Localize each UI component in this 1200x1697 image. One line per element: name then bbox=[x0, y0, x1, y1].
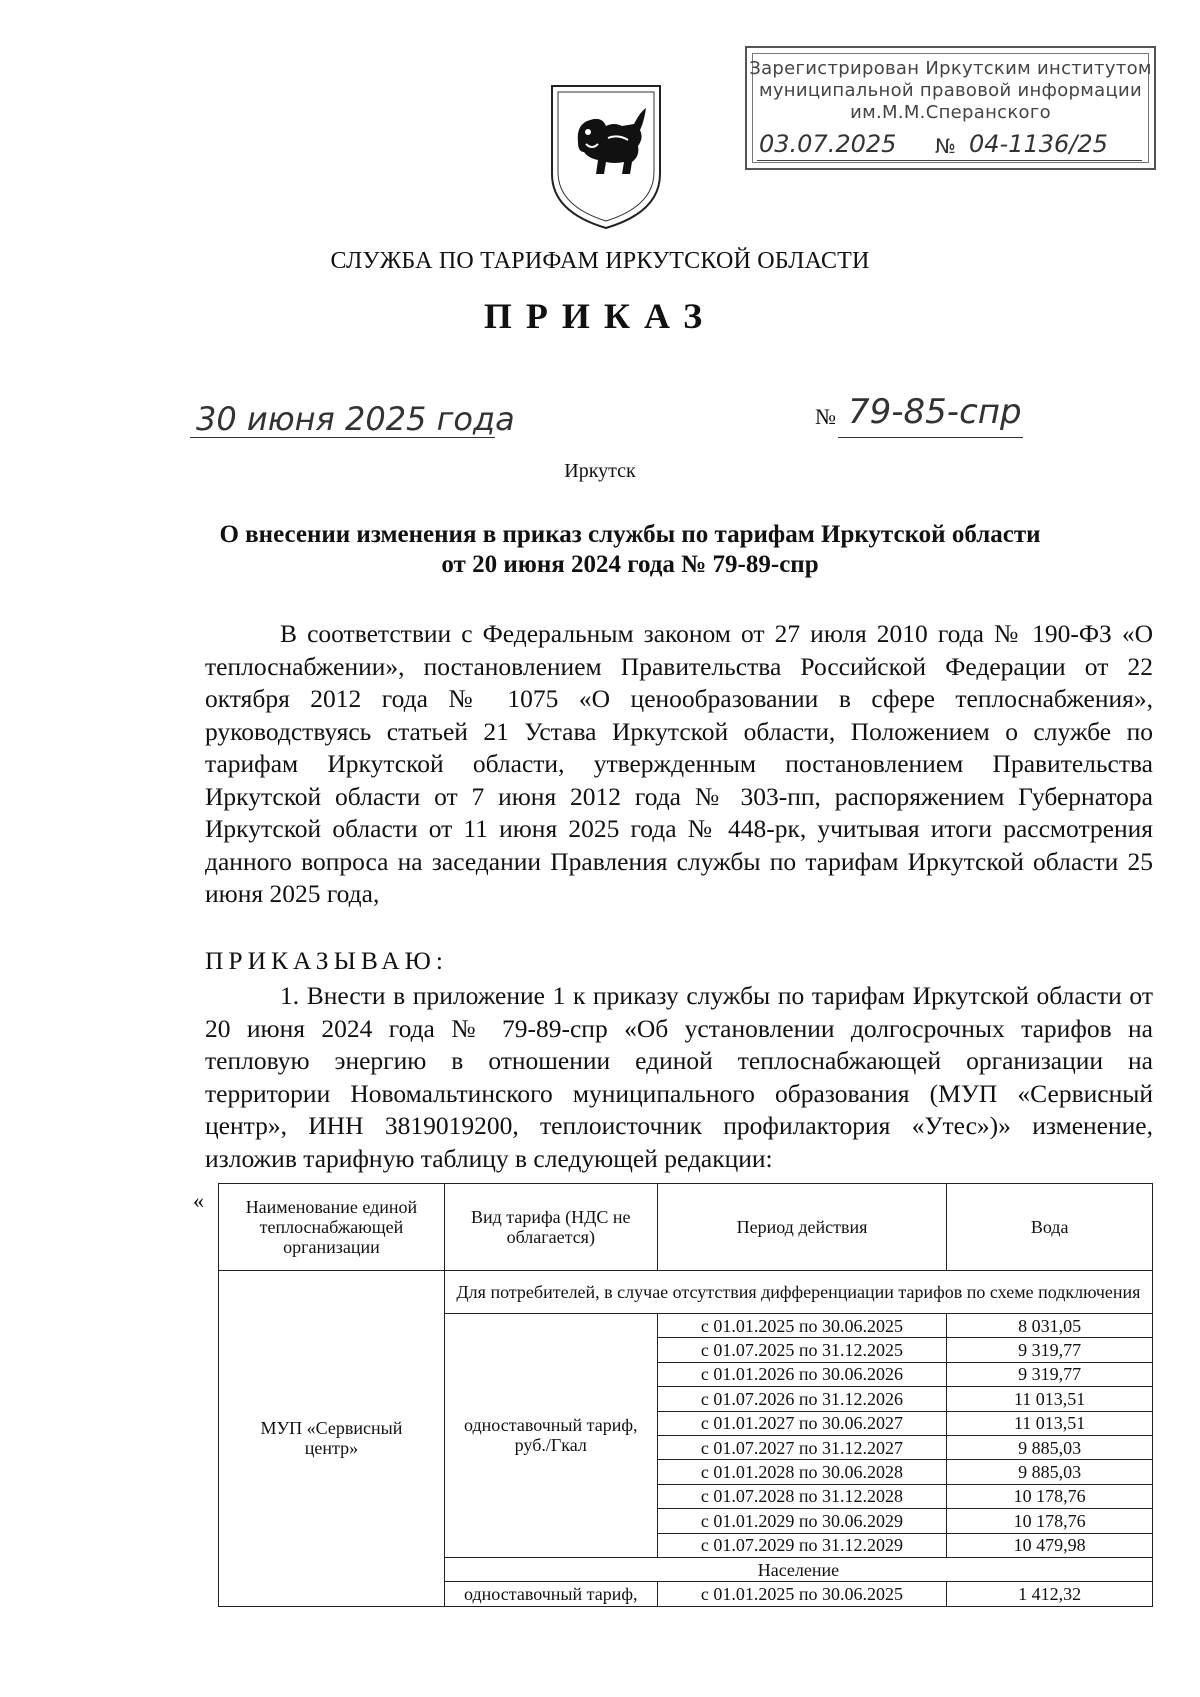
header-water: Вода bbox=[947, 1184, 1153, 1271]
period-cell: с 01.01.2025 по 30.06.2025 bbox=[657, 1314, 947, 1338]
header-tariff-type: Вид тарифа (НДС не облагается) bbox=[444, 1184, 657, 1271]
document-title bbox=[150, 520, 1110, 580]
preamble-paragraph: В соответствии с Федеральным законом от 27 июля 2010 года № 190-ФЗ «О теплоснабжении», постановлением Правительства Российской Федерации от 22 октября 2012 года № 1075 «О ценообразовании в сфере теплоснабжения», руководствуясь статьей 21 Устава Иркутской области, Положением о службе по тарифам Иркутской области, утвержденным постановлением Правительства Иркутской области от 7 июня 2012 года № 303-пп, распоряжением Губернатора Иркутской области от 11 июня 2025 года № 448-рк, учитывая итоги рассмотрения данного вопроса на заседании Правления службы по тарифам Иркутской области 25 июня 2025 года, bbox=[205, 619, 1153, 908]
period-cell: с 01.01.2028 по 30.06.2028 bbox=[657, 1460, 947, 1484]
order-number-symbol: № bbox=[815, 404, 836, 429]
organization-name: СЛУЖБА ПО ТАРИФАМ ИРКУТСКОЙ ОБЛАСТИ bbox=[330, 248, 870, 274]
table-open-quote: « bbox=[193, 1188, 204, 1213]
group-1-label: Для потребителей, в случае отсутствия дифференциации тарифов по схеме подключения bbox=[444, 1271, 1152, 1314]
value-cell: 8 031,05 bbox=[947, 1314, 1153, 1338]
value-cell: 9 319,77 bbox=[947, 1362, 1153, 1386]
stamp-number-symbol: № bbox=[935, 134, 956, 158]
order-date: 30 июня 2025 года bbox=[196, 400, 515, 438]
organization-cell: МУП «Сервисный центр» bbox=[219, 1271, 445, 1607]
title-line-1: О внесении изменения в приказ службы по тарифам Иркутской области bbox=[219, 521, 1041, 548]
period-cell: с 01.01.2029 по 30.06.2029 bbox=[657, 1509, 947, 1533]
value-cell: 1 412,32 bbox=[947, 1582, 1153, 1606]
stamp-registration-date: 03.07.2025 bbox=[759, 130, 897, 158]
city-name: Иркутск bbox=[564, 460, 636, 482]
value-cell: 10 178,76 bbox=[947, 1509, 1153, 1533]
tariff-type-cell: одноставочный тариф, bbox=[444, 1582, 657, 1606]
babr-icon bbox=[578, 108, 646, 174]
period-cell: с 01.07.2028 по 31.12.2028 bbox=[657, 1484, 947, 1508]
header-organization: Наименование единой теплоснабжающей организации bbox=[219, 1184, 445, 1271]
tariff-table bbox=[218, 1183, 1153, 1607]
period-cell: с 01.01.2025 по 30.06.2025 bbox=[657, 1582, 947, 1606]
value-cell: 10 479,98 bbox=[947, 1533, 1153, 1557]
value-cell: 9 885,03 bbox=[947, 1460, 1153, 1484]
stamp-line-3: им.М.М.Сперанского bbox=[850, 102, 1051, 123]
header-period: Период действия bbox=[657, 1184, 947, 1271]
coat-of-arms-emblem bbox=[548, 82, 664, 232]
table-header-row bbox=[219, 1184, 1153, 1271]
stamp-registration-number: 04-1136/25 bbox=[969, 130, 1108, 158]
value-cell: 10 178,76 bbox=[947, 1484, 1153, 1508]
value-cell: 9 885,03 bbox=[947, 1435, 1153, 1459]
stamp-line-2: муниципальной правовой информации bbox=[758, 80, 1143, 101]
order-number: 79-85-спр bbox=[848, 392, 1022, 432]
group-label-row bbox=[219, 1271, 1153, 1314]
stamp-line-1: Зарегистрирован Иркутским институтом bbox=[749, 58, 1152, 79]
stamp-underline bbox=[757, 160, 1142, 161]
period-cell: с 01.07.2025 по 31.12.2025 bbox=[657, 1338, 947, 1362]
group-2-label: Население bbox=[444, 1557, 1152, 1581]
period-cell: с 01.01.2027 по 30.06.2027 bbox=[657, 1411, 947, 1435]
value-cell: 11 013,51 bbox=[947, 1387, 1153, 1411]
period-cell: с 01.07.2029 по 31.12.2029 bbox=[657, 1533, 947, 1557]
registration-stamp bbox=[745, 46, 1156, 170]
period-cell: с 01.07.2027 по 31.12.2027 bbox=[657, 1435, 947, 1459]
period-cell: с 01.01.2026 по 30.06.2026 bbox=[657, 1362, 947, 1386]
value-cell: 11 013,51 bbox=[947, 1411, 1153, 1435]
document-type: ПРИКАЗ bbox=[483, 296, 717, 336]
order-date-underline bbox=[190, 437, 495, 438]
period-cell: с 01.07.2026 по 31.12.2026 bbox=[657, 1387, 947, 1411]
title-line-2: от 20 июня 2024 года № 79-89-спр bbox=[441, 551, 819, 578]
order-word: ПРИКАЗЫВАЮ: bbox=[205, 946, 448, 975]
tariff-type-cell: одноставочный тариф, руб./Гкал bbox=[444, 1314, 657, 1558]
clause-1-paragraph: 1. Внести в приложение 1 к приказу службы по тарифам Иркутской области от 20 июня 2024 года № 79-89-спр «Об установлении долгосрочных тарифов на тепловую энергию в отношении единой теплоснабжающей организации на территории Новомальтинского муниципального образования (МУП «Сервисный центр», ИНН 3819019200, теплоисточник профилактория «Утес»)» изменение, изложив тарифную таблицу в следующей редакции: bbox=[205, 981, 1153, 1173]
order-number-underline bbox=[838, 437, 1023, 438]
value-cell: 9 319,77 bbox=[947, 1338, 1153, 1362]
